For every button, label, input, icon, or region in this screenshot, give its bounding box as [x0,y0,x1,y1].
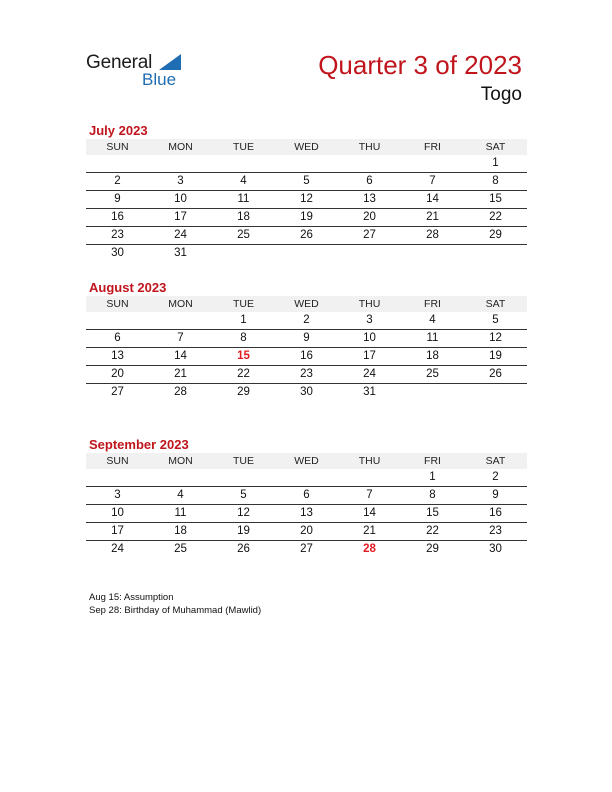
week-row [86,384,527,401]
weekday-label: FRI [424,298,441,310]
date-cell: 4 [240,175,247,187]
date-cell [338,155,401,172]
date-cell: 3 [177,175,184,187]
date-cell: 19 [300,211,313,223]
date-cell: 10 [363,332,376,344]
date-cell: 12 [237,507,250,519]
weekday-label: SUN [106,298,129,310]
weekday-header-row [86,296,527,312]
date-cell: 17 [111,525,124,537]
date-cell: 8 [492,175,499,187]
date-cell: 9 [114,193,121,205]
date-cell: 21 [363,525,376,537]
date-cell: 10 [111,507,124,519]
date-cell: 29 [489,229,502,241]
date-cell: 8 [240,332,247,344]
date-cell: 5 [240,489,247,501]
weekday-label: THU [358,141,381,153]
holiday-date-cell: 15 [237,350,250,362]
week-row [86,469,527,487]
date-cell: 26 [489,368,502,380]
date-cell [86,312,149,329]
date-cell [401,155,464,172]
date-cell [338,245,401,262]
date-cell: 3 [114,489,121,501]
date-cell: 12 [300,193,313,205]
date-cell [275,469,338,486]
week-row [86,209,527,227]
date-cell: 14 [426,193,439,205]
date-cell: 9 [303,332,310,344]
date-cell: 17 [174,211,187,223]
week-row [86,330,527,348]
date-cell: 28 [426,229,439,241]
date-cell: 11 [426,332,439,344]
holiday-date-cell: 28 [363,543,376,555]
date-cell: 28 [174,386,187,398]
month-september [86,436,527,558]
logo [86,52,186,92]
weekday-label: SAT [485,455,506,467]
holiday-notes [89,591,261,617]
week-row [86,173,527,191]
week-row [86,312,527,330]
date-cell: 23 [300,368,313,380]
date-cell: 29 [237,386,250,398]
date-cell: 24 [111,543,124,555]
date-cell: 15 [489,193,502,205]
date-cell: 4 [177,489,184,501]
month-title: July 2023 [89,123,148,138]
date-cell: 27 [300,543,313,555]
date-cell: 4 [429,314,436,326]
date-cell: 9 [492,489,499,501]
month-august [86,279,527,401]
logo-triangle-icon [159,54,181,70]
date-cell: 2 [114,175,121,187]
date-cell [212,469,275,486]
date-cell [212,245,275,262]
date-cell: 23 [489,525,502,537]
week-row [86,245,527,262]
date-cell: 1 [240,314,247,326]
week-row [86,348,527,366]
date-cell [86,469,149,486]
date-cell: 10 [174,193,187,205]
date-cell: 30 [300,386,313,398]
week-row [86,227,527,245]
weekday-label: MON [168,455,193,467]
date-cell: 6 [366,175,373,187]
date-cell: 8 [429,489,436,501]
weekday-label: THU [358,298,381,310]
weekday-label: TUE [233,141,254,153]
date-cell: 18 [237,211,250,223]
date-cell: 30 [111,247,124,259]
weekday-label: SUN [106,455,129,467]
date-cell: 11 [237,193,250,205]
date-cell: 5 [492,314,499,326]
date-cell: 17 [363,350,376,362]
weekday-label: SUN [106,141,129,153]
weekday-label: THU [358,455,381,467]
weekday-label: WED [294,141,319,153]
week-row [86,541,527,558]
date-cell: 19 [489,350,502,362]
date-cell: 19 [237,525,250,537]
date-cell: 24 [363,368,376,380]
date-cell: 30 [489,543,502,555]
holiday-note: Sep 28: Birthday of Muhammad (Mawlid) [89,605,262,616]
date-cell [401,245,464,262]
date-cell [464,384,527,401]
month-title: August 2023 [89,280,167,295]
date-cell [86,155,149,172]
date-cell [275,155,338,172]
date-cell: 24 [174,229,187,241]
date-cell: 18 [426,350,439,362]
weekday-label: SAT [485,298,506,310]
date-cell: 20 [111,368,124,380]
month-title: September 2023 [89,437,189,452]
weekday-label: WED [294,455,319,467]
date-cell: 16 [489,507,502,519]
date-cell: 7 [429,175,436,187]
date-cell: 25 [174,543,187,555]
weekday-label: TUE [233,455,254,467]
date-cell: 26 [300,229,313,241]
date-cell: 26 [237,543,250,555]
date-cell [212,155,275,172]
date-cell [464,245,527,262]
week-row [86,366,527,384]
date-cell: 7 [177,332,184,344]
date-cell: 27 [111,386,124,398]
page-title: Quarter 3 of 2023 [318,50,522,80]
date-cell: 23 [111,229,124,241]
date-cell: 22 [426,525,439,537]
week-row [86,505,527,523]
date-cell: 1 [429,471,436,483]
date-cell: 31 [174,247,187,259]
month-july [86,122,527,262]
date-cell: 15 [426,507,439,519]
date-cell [275,245,338,262]
week-row [86,523,527,541]
date-cell: 16 [300,350,313,362]
date-cell: 20 [363,211,376,223]
weekday-label: FRI [424,455,441,467]
date-cell: 20 [300,525,313,537]
date-cell: 2 [303,314,310,326]
weekday-label: MON [168,141,193,153]
week-row [86,487,527,505]
date-cell: 16 [111,211,124,223]
date-cell: 14 [363,507,376,519]
date-cell [149,312,212,329]
date-cell: 25 [426,368,439,380]
date-cell: 25 [237,229,250,241]
date-cell [338,469,401,486]
logo-blue-text: Blue [142,70,177,89]
date-cell: 5 [303,175,310,187]
weekday-label: MON [168,298,193,310]
weekday-header-row [86,139,527,155]
weekday-label: FRI [424,141,441,153]
date-cell [401,384,464,401]
date-cell: 21 [174,368,187,380]
country-name: Togo [480,84,522,105]
date-cell: 22 [489,211,502,223]
holiday-note: Aug 15: Assumption [89,592,174,603]
weekday-header-row [86,453,527,469]
date-cell: 13 [363,193,376,205]
date-cell: 31 [363,386,376,398]
date-cell: 14 [174,350,187,362]
week-row [86,191,527,209]
date-cell: 6 [114,332,121,344]
date-cell: 7 [366,489,373,501]
date-cell: 3 [366,314,373,326]
date-cell: 12 [489,332,502,344]
date-cell: 1 [492,157,499,169]
date-cell [149,469,212,486]
date-cell: 18 [174,525,187,537]
weekday-label: WED [294,298,319,310]
week-row [86,155,527,173]
weekday-label: SAT [485,141,506,153]
date-cell: 13 [111,350,124,362]
date-cell: 22 [237,368,250,380]
logo-general-text: General [86,52,153,73]
date-cell: 2 [492,471,499,483]
date-cell: 21 [426,211,439,223]
date-cell [149,155,212,172]
weekday-label: TUE [233,298,254,310]
date-cell: 6 [303,489,310,501]
date-cell: 13 [300,507,313,519]
date-cell: 11 [174,507,187,519]
date-cell: 29 [426,543,439,555]
date-cell: 27 [363,229,376,241]
